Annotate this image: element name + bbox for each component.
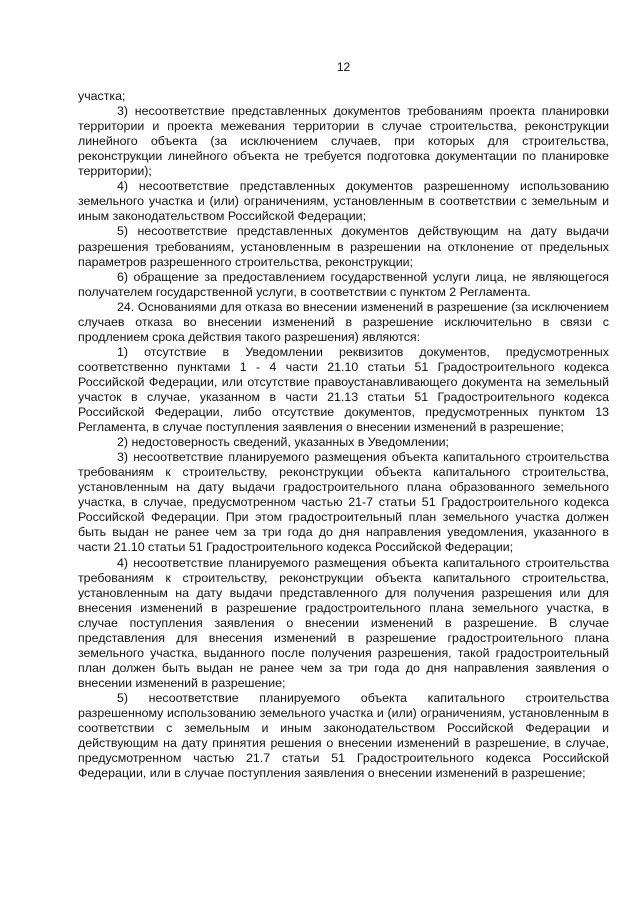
paragraph: 5) несоответствие планируемого объекта капитального строительства разрешенному использованию земельного участка и (или) ограничениям, установленным в соответствии с земельным и иным законодательством Российской Федерации и действующим на дату принятия решения о внесении изменений в разрешение, в случае, предусмотренном частью 21.7 статьи 51 Градостроительного кодекса Российской Федерации, или в случае поступления заявления о внесении изменений в разрешение; xyxy=(78,690,609,781)
paragraph: 3) несоответствие планируемого размещения объекта капитального строительства требованиям к строительству, реконструкции объекта капитального строительства, установленным на дату выдачи градостроительного плана образованного земельного участка, в случае, предусмотренном частью 21-7 статьи 51 Градостроительного кодекса Российской Федерации. При этом градостроительный план земельного участка должен быть выдан не ранее чем за три года до дня направления уведомления, указанного в части 21.10 статьи 51 Градостроительного кодекса Российской Федерации; xyxy=(78,450,609,555)
page-number: 12 xyxy=(336,60,351,74)
document-page xyxy=(78,60,609,781)
document-body xyxy=(78,89,609,781)
paragraph: 4) несоответствие планируемого размещения объекта капитального строительства требованиям к строительству, реконструкции объекта капитального строительства, установленным на дату выдачи представленного для получения разрешения или для внесения изменений в разрешение градостроительного плана земельного участка, в случае поступления заявления о внесении изменений в разрешение. В случае представления для внесения изменений в разрешение градостроительного плана земельного участка, выданного после получения разрешения, такой градостроительный план должен быть выдан не ранее чем за три года до дня направления заявления о внесении изменений в разрешение; xyxy=(78,555,609,690)
paragraph: 6) обращение за предоставлением государственной услуги лица, не являющегося получателем государственной услуги, в соответствии с пунктом 2 Регламента. xyxy=(78,269,609,299)
paragraph: 1) отсутствие в Уведомлении реквизитов документов, предусмотренных соответственно пунктами 1 - 4 части 21.10 статьи 51 Градостроительного кодекса Российской Федерации, или отсутствие правоустанавливающего документа на земельный участок в случае, указанном в части 21.13 статьи 51 Градостроительного кодекса Российской Федерации, либо отсутствие документов, предусмотренных пунктом 13 Регламента, в случае поступления заявления о внесении изменений в разрешение; xyxy=(78,344,609,435)
paragraph: 3) несоответствие представленных документов требованиям проекта планировки территории и проекта межевания территории в случае строительства, реконструкции линейного объекта (за исключением случаев, при которых для строительства, реконструкции линейного объекта не требуется подготовка документации по планировке территории); xyxy=(78,104,609,179)
paragraph: 2) недостоверность сведений, указанных в Уведомлении; xyxy=(117,435,449,450)
paragraph: участка; xyxy=(78,89,126,104)
paragraph: 24. Основаниями для отказа во внесении изменений в разрешение (за исключением случаев отказа во внесении изменений в разрешение исключительно в связи с продлением срока действия такого разрешения) являются: xyxy=(78,299,609,344)
paragraph: 4) несоответствие представленных документов разрешенному использованию земельного участка и (или) ограничениям, установленным в соответствии с земельным и иным законодательством Российской Федерации; xyxy=(78,179,609,224)
paragraph: 5) несоответствие представленных документов действующим на дату выдачи разрешения требованиям, установленным в разрешении на отклонение от предельных параметров разрешенного строительства, реконструкции; xyxy=(78,224,609,269)
